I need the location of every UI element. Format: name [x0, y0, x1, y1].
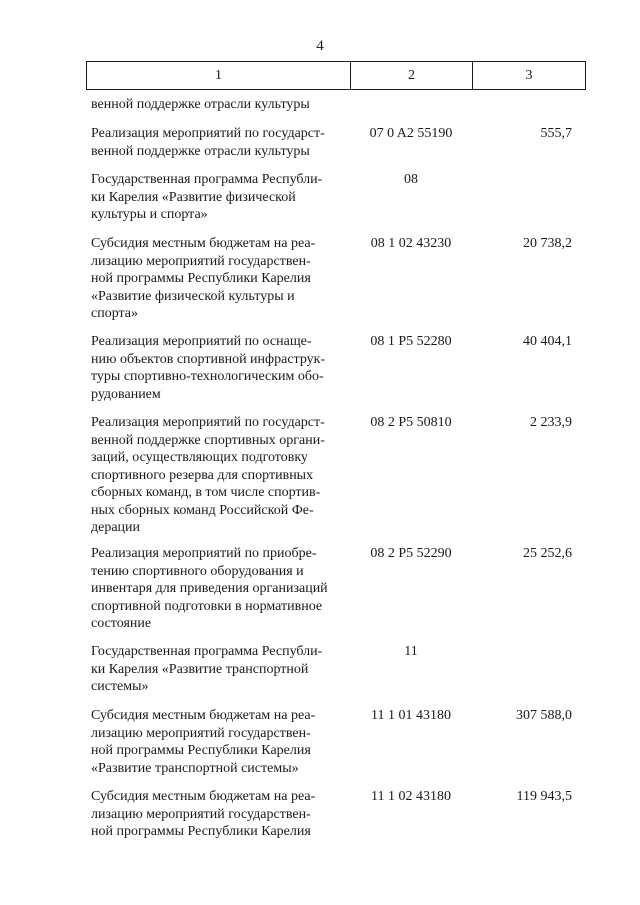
row-code: 08 1 02 43230	[370, 236, 452, 251]
description-line: ки Карелия «Развитие транспортной	[91, 661, 309, 677]
row-amount: 20 738,2	[523, 236, 572, 251]
row-description	[91, 643, 353, 696]
row-description	[91, 707, 353, 777]
row-description	[91, 788, 353, 841]
description-line: ной программы Республики Карелия	[91, 824, 311, 839]
description-line: «Развитие физической культуры и	[91, 288, 295, 304]
row-code: 07 0 A2 55190	[369, 126, 453, 141]
row-code: 08 2 P5 52290	[370, 546, 452, 561]
column-header-2: 2	[351, 62, 473, 90]
column-header-1: 1	[87, 62, 351, 90]
row-description	[91, 333, 353, 403]
description-line: венной поддержке спортивных органи-	[91, 432, 325, 448]
description-line: дерации	[91, 520, 141, 535]
description-line: сборных команд, в том числе спортив-	[91, 485, 321, 500]
description-line: спорта»	[91, 306, 139, 321]
row-amount: 119 943,5	[516, 789, 572, 804]
row-description	[91, 414, 353, 537]
description-line: Реализация мероприятий по приобре-	[91, 546, 317, 561]
row-code: 08 1 P5 52280	[370, 334, 452, 349]
row-code: 08 2 P5 50810	[370, 415, 452, 430]
description-line: туры спортивно-технологическим обо-	[91, 369, 324, 384]
description-line: спортивной подготовки в нормативное	[91, 598, 323, 614]
column-header-row	[87, 62, 586, 90]
description-line: культуры и спорта»	[91, 207, 208, 222]
description-line: Реализация мероприятий по оснаще-	[91, 334, 312, 349]
column-header-3: 3	[473, 62, 586, 90]
row-description	[91, 235, 353, 323]
description-line: ной программы Республики Карелия	[91, 271, 311, 286]
description-line: Реализация мероприятий по государст-	[91, 126, 325, 141]
description-line: заций, осуществляющих подготовку	[91, 450, 308, 465]
description-line: Реализация мероприятий по государст-	[91, 415, 325, 430]
description-line: рудованием	[91, 386, 161, 402]
description-line: инвентаря для приведения организаций	[91, 581, 328, 596]
description-line: системы»	[91, 679, 149, 694]
description-line: Государственная программа Республи-	[91, 644, 323, 659]
description-line: «Развитие транспортной системы»	[91, 760, 299, 776]
row-description	[91, 545, 353, 633]
description-line: Субсидия местным бюджетам на реа-	[91, 789, 316, 804]
row-amount: 2 233,9	[530, 415, 572, 430]
description-line: Субсидия местным бюджетам на реа-	[91, 236, 316, 251]
row-description	[91, 125, 353, 160]
row-amount: 307 588,0	[516, 708, 572, 723]
description-line: тению спортивного оборудования и	[91, 563, 304, 579]
row-amount: 40 404,1	[523, 334, 572, 349]
description-line: состояние	[91, 616, 152, 631]
row-code: 08	[404, 172, 418, 187]
description-line: нию объектов спортивной инфраструк-	[91, 351, 326, 367]
page-number: 4	[316, 38, 324, 54]
row-code: 11 1 01 43180	[371, 708, 451, 723]
row-description	[91, 96, 353, 114]
row-code: 11 1 02 43180	[371, 789, 451, 804]
column-header-table	[86, 61, 586, 90]
row-amount: 555,7	[540, 126, 572, 141]
description-line: лизацию мероприятий государствен-	[91, 725, 311, 741]
description-line: ки Карелия «Развитие физической	[91, 189, 296, 205]
description-line: лизацию мероприятий государствен-	[91, 806, 311, 822]
description-line: венной поддержке отрасли культуры	[91, 143, 310, 159]
description-line: венной поддержке отрасли культуры	[91, 97, 310, 112]
description-line: ной программы Республики Карелия	[91, 743, 311, 758]
row-description	[91, 171, 353, 224]
row-amount: 25 252,6	[523, 546, 572, 561]
description-line: ных сборных команд Российской Фе-	[91, 502, 314, 518]
description-line: Государственная программа Республи-	[91, 172, 323, 187]
description-line: Субсидия местным бюджетам на реа-	[91, 708, 316, 723]
description-line: лизацию мероприятий государствен-	[91, 253, 311, 269]
row-code: 11	[404, 644, 418, 659]
description-line: спортивного резерва для спортивных	[91, 467, 314, 483]
